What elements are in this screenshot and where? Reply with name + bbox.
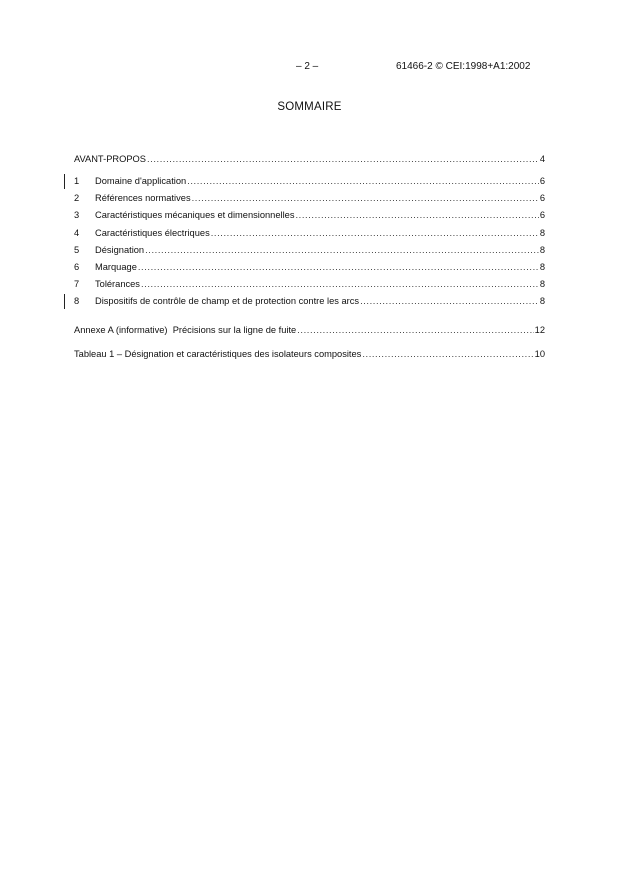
toc-page-number: 10 (534, 349, 545, 359)
toc-entry-clause-4[interactable] (74, 226, 545, 240)
toc-entry-clause-1[interactable] (74, 174, 545, 188)
toc-entry-clause-7[interactable] (74, 277, 545, 291)
clause-number: 4 (74, 228, 80, 238)
toc-label: AVANT-PROPOS (74, 154, 146, 164)
toc-page-number: 6 (539, 193, 545, 203)
toc-page-number: 8 (539, 262, 545, 272)
toc-page-number: 8 (539, 228, 545, 238)
clause-number: 8 (74, 296, 80, 306)
toc-entry-foreword[interactable] (74, 152, 545, 166)
toc-page-number: 6 (539, 176, 545, 186)
dot-leader (297, 323, 533, 337)
clause-number: 3 (74, 210, 80, 220)
toc-entry-clause-2[interactable] (74, 191, 545, 205)
document-reference: 61466-2 © CEI:1998+A1:2002 (396, 61, 531, 72)
toc-label: Dispositifs de contrôle de champ et de protection contre les arcs (95, 296, 360, 306)
toc-label: Désignation (95, 245, 145, 255)
dot-leader (192, 191, 539, 205)
dot-leader (141, 277, 539, 291)
revision-change-bar (64, 174, 65, 189)
clause-number: 7 (74, 279, 80, 289)
toc-entry-clause-3[interactable] (74, 208, 545, 222)
toc-page-number: 4 (539, 154, 545, 164)
toc-page-number: 12 (534, 325, 545, 335)
dot-leader (295, 208, 538, 222)
toc-label: Annexe A (informative) Précisions sur la ligne de fuite (74, 325, 297, 335)
toc-label: Tableau 1 – Désignation et caractéristiques des isolateurs composites (74, 349, 362, 359)
toc-entry-clause-8[interactable] (74, 294, 545, 308)
page-title: SOMMAIRE (277, 101, 342, 113)
toc-entry-clause-6[interactable] (74, 260, 545, 274)
toc-label: Domaine d'application (95, 176, 187, 186)
dot-leader (138, 260, 539, 274)
revision-change-bar (64, 294, 65, 309)
page-number: – 2 – (296, 61, 319, 72)
dot-leader (187, 174, 539, 188)
toc-label: Marquage (95, 262, 137, 272)
dot-leader (145, 243, 539, 257)
toc-label: Tolérances (95, 279, 140, 289)
toc-entry-table-1[interactable] (74, 347, 545, 361)
toc-entry-clause-5[interactable] (74, 243, 545, 257)
toc-entry-annex-a[interactable] (74, 323, 545, 337)
clause-number: 1 (74, 176, 80, 186)
clause-number: 2 (74, 193, 80, 203)
toc-page-number: 8 (539, 245, 545, 255)
dot-leader (362, 347, 533, 361)
clause-number: 6 (74, 262, 80, 272)
toc-page-number: 8 (539, 296, 545, 306)
toc-page-number: 6 (539, 210, 545, 220)
dot-leader (211, 226, 539, 240)
toc-label: Caractéristiques électriques (95, 228, 210, 238)
toc-page-number: 8 (539, 279, 545, 289)
clause-number: 5 (74, 245, 80, 255)
toc-label: Caractéristiques mécaniques et dimensionnelles (95, 210, 295, 220)
toc-label: Références normatives (95, 193, 191, 203)
dot-leader (147, 152, 539, 166)
dot-leader (360, 294, 539, 308)
